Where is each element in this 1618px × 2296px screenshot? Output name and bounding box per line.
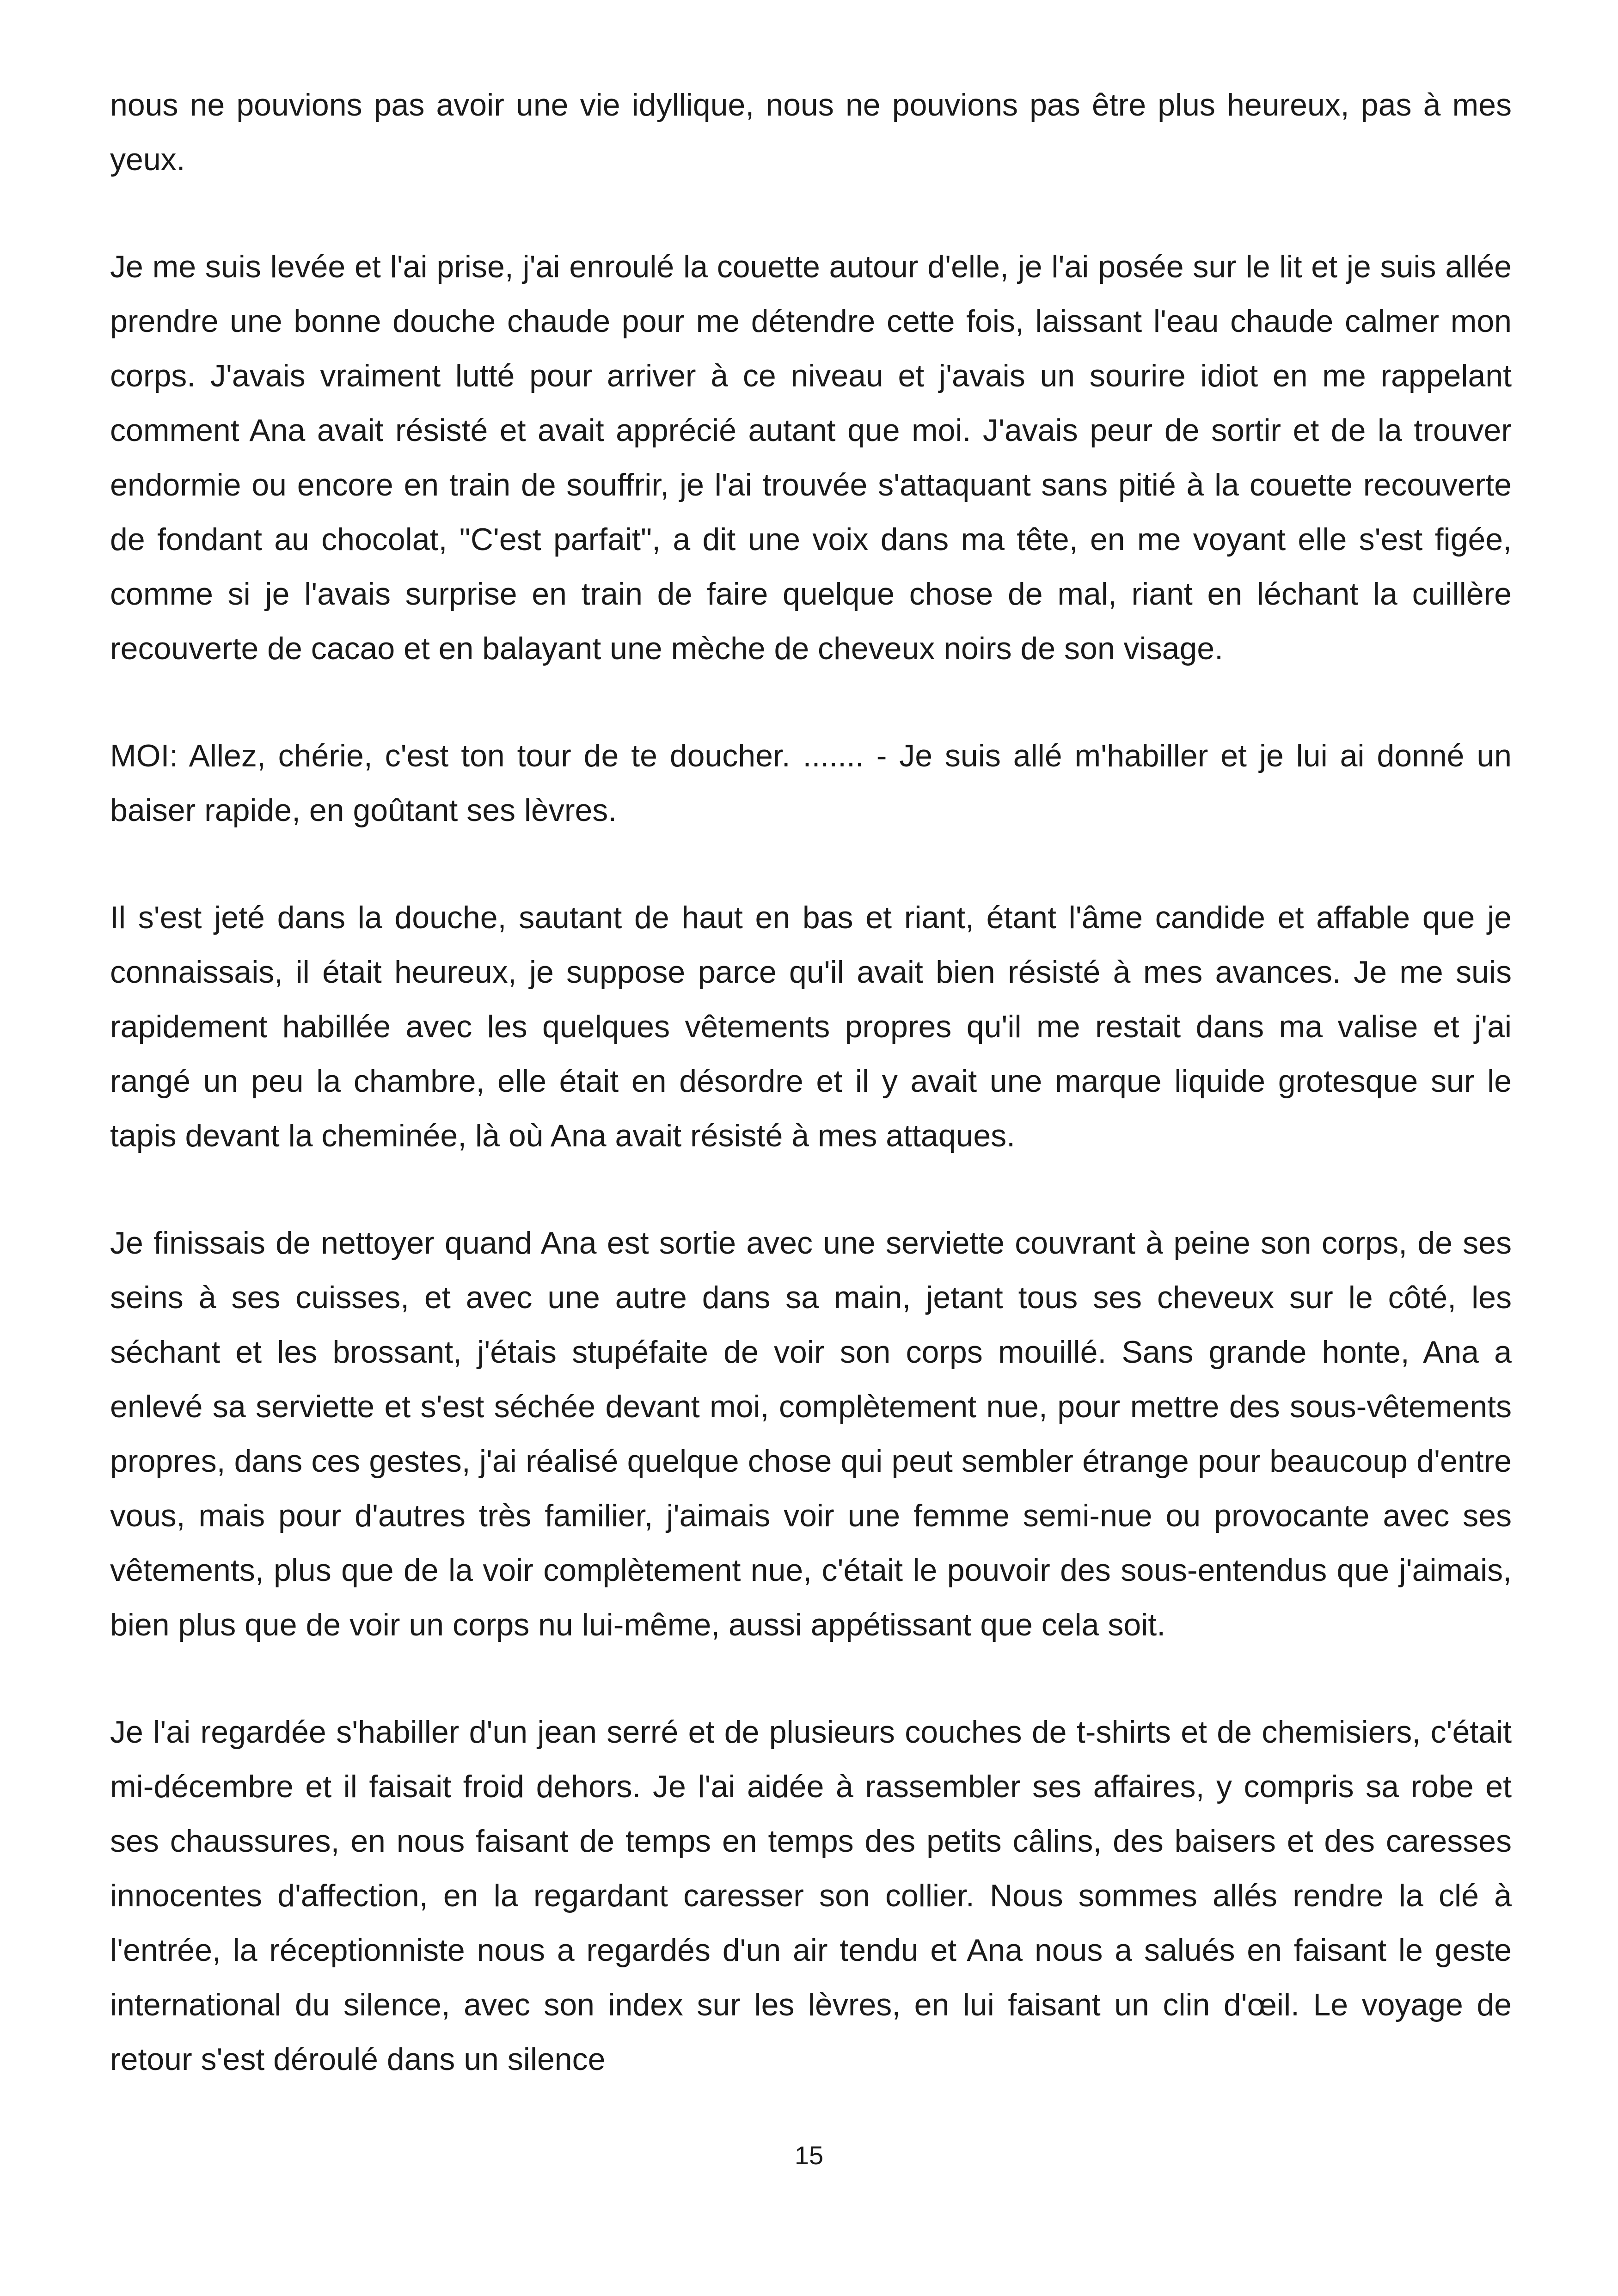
- paragraph: Je me suis levée et l'ai prise, j'ai enroulé la couette autour d'elle, je l'ai posée sur le lit et je suis allée prendre une bonne douche chaude pour me détendre cette fois, laissant l'eau chaude calmer mon corps. J'avais vraiment lutté pour arriver à ce niveau et j'avais un sourire idiot en me rappelant comment Ana avait résisté et avait apprécié autant que moi. J'avais peur de sortir et de la trouver endormie ou encore en train de souffrir, je l'ai trouvée s'attaquant sans pitié à la couette recouverte de fondant au chocolat, "C'est parfait", a dit une voix dans ma tête, en me voyant elle s'est figée, comme si je l'avais surprise en train de faire quelque chose de mal, riant en léchant la cuillère recouverte de cacao et en balayant une mèche de cheveux noirs de son visage.: [110, 249, 1512, 666]
- paragraph: Je l'ai regardée s'habiller d'un jean serré et de plusieurs couches de t-shirts et de chemisiers, c'était mi-décembre et il faisait froid dehors. Je l'ai aidée à rassembler ses affaires, y compris sa robe et ses chaussures, en nous faisant de temps en temps des petits câlins, des baisers et des caresses innocentes d'affection, en la regardant caresser son collier. Nous sommes allés rendre la clé à l'entrée, la réceptionniste nous a regardés d'un air tendu et Ana nous a salués en faisant le geste international du silence, avec son index sur les lèvres, en lui faisant un clin d'œil. Le voyage de retour s'est déroulé dans un silence: [110, 1714, 1512, 2077]
- paragraph: Il s'est jeté dans la douche, sautant de haut en bas et riant, étant l'âme candide et affable que je connaissais, il était heureux, je suppose parce qu'il avait bien résisté à mes avances. Je me suis rapidement habillée avec les quelques vêtements propres qu'il me restait dans ma valise et j'ai rangé un peu la chambre, elle était en désordre et il y avait une marque liquide grotesque sur le tapis devant la cheminée, là où Ana avait résisté à mes attaques.: [110, 900, 1512, 1153]
- paragraph: MOI: Allez, chérie, c'est ton tour de te doucher. ....... - Je suis allé m'habiller et je lui ai donné un baiser rapide, en goûtant ses lèvres.: [110, 738, 1512, 828]
- paragraph: Je finissais de nettoyer quand Ana est sortie avec une serviette couvrant à peine son corps, de ses seins à ses cuisses, et avec une autre dans sa main, jetant tous ses cheveux sur le côté, les séchant et les brossant, j'étais stupéfaite de voir son corps mouillé. Sans grande honte, Ana a enlevé sa serviette et s'est séchée devant moi, complètement nue, pour mettre des sous-vêtements propres, dans ces gestes, j'ai réalisé quelque chose qui peut sembler étrange pour beaucoup d'entre vous, mais pour d'autres très familier, j'aimais voir une femme semi-nue ou provocante avec ses vêtements, plus que de la voir complètement nue, c'était le pouvoir des sous-entendus que j'aimais, bien plus que de voir un corps nu lui-même, aussi appétissant que cela soit.: [110, 1225, 1512, 1642]
- document-body: [110, 78, 1512, 2087]
- page-number: 15: [794, 2141, 824, 2170]
- paragraph: nous ne pouvions pas avoir une vie idyllique, nous ne pouvions pas être plus heureux, pas à mes yeux.: [110, 87, 1512, 177]
